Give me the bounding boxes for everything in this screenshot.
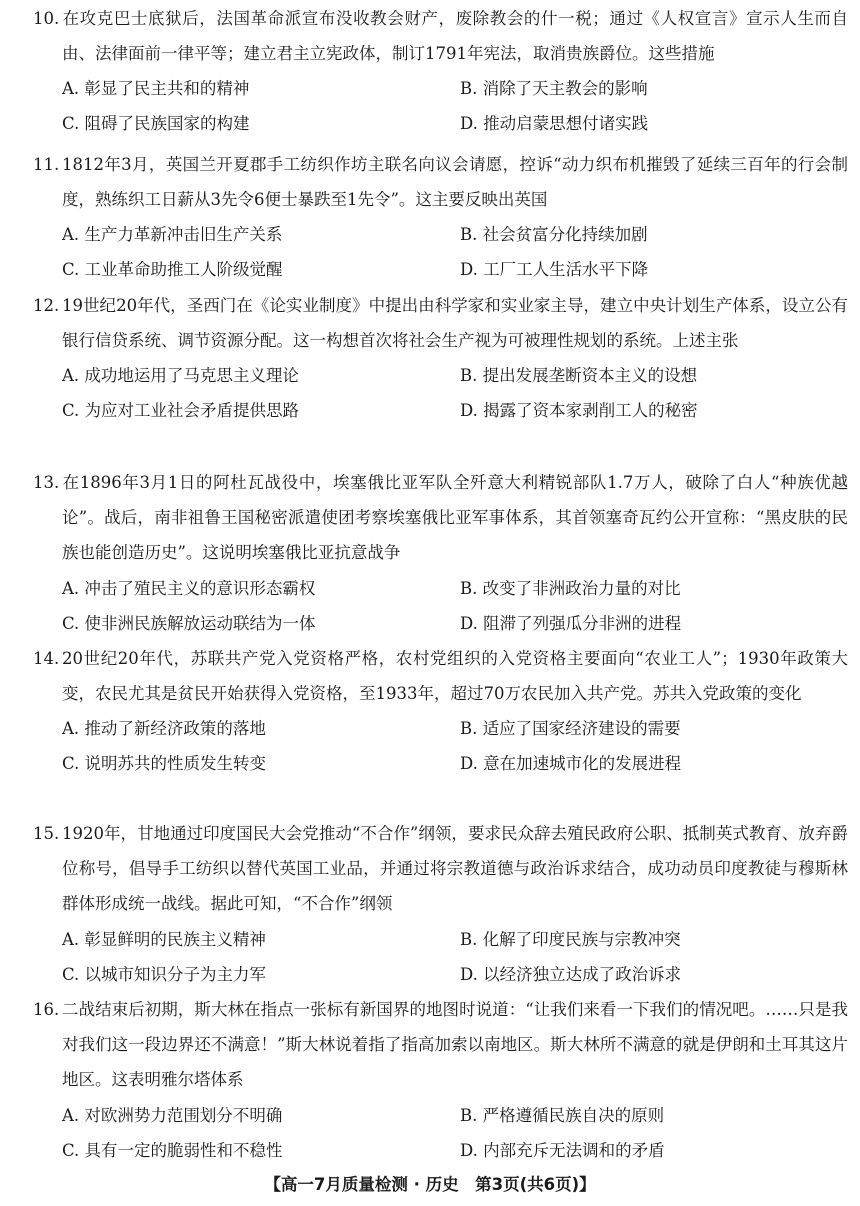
question-stem: 19世纪20年代，圣西门在《论实业制度》中提出由科学家和实业家主导，建立中央计划生产体系，设立公有银行信贷系统、调节资源分配。这一构想首次将社会生产视为可被理性规划的系统。上述主张 (62, 296, 848, 351)
option-a: A. 推动了新经济政策的落地 (62, 719, 266, 739)
question-number: 11. (33, 155, 60, 174)
option-d: D. 内部充斥无法调和的矛盾 (460, 1140, 665, 1160)
option-d: D. 意在加速城市化的发展进程 (460, 754, 682, 774)
options (0, 922, 860, 992)
option-a: A. 对欧洲势力范围划分不明确 (62, 1105, 283, 1125)
question-stem: 二战结束后初期，斯大林在指点一张标有新国界的地图时说道：“让我们来看一下我们的情况吧。……只是我对我们这一段边界还不满意！”斯大林说着指了指高加索以南地区。斯大林所不满意的就是伊朗和土耳其这片地区。这表明雅尔塔体系 (62, 1000, 848, 1090)
option-b: B. 严格遵循民族自决的原则 (460, 1105, 665, 1125)
option-b: B. 改变了非洲政治力量的对比 (460, 578, 681, 598)
option-c: C. 为应对工业社会矛盾提供思路 (62, 401, 300, 421)
option-b: B. 消除了天主教会的影响 (460, 79, 648, 99)
option-b: B. 化解了印度民族与宗教冲突 (460, 929, 681, 949)
question-number: 16. (33, 1000, 60, 1019)
option-c: C. 具有一定的脆弱性和不稳性 (62, 1140, 283, 1160)
option-a: A. 生产力革新冲击旧生产关系 (62, 225, 283, 245)
options (0, 217, 860, 287)
option-a: A. 成功地运用了马克思主义理论 (62, 366, 299, 386)
question-12 (0, 288, 860, 428)
question-11 (0, 147, 860, 287)
option-d: D. 以经济独立达成了政治诉求 (460, 964, 682, 984)
options (0, 1098, 860, 1168)
question-number: 12. (33, 296, 60, 315)
question-stem: 在攻克巴士底狱后，法国革命派宣布没收教会财产，废除教会的什一税；通过《人权宣言》宣示人生而自由、法律面前一律平等；建立君主立宪政体，制订1791年宪法，取消贵族爵位。这些措施 (62, 9, 848, 64)
option-b: B. 社会贫富分化持续加剧 (460, 225, 648, 245)
question-number: 10. (33, 9, 60, 28)
option-d: D. 阻滞了列强瓜分非洲的进程 (460, 613, 682, 633)
question-stem: 在1896年3月1日的阿杜瓦战役中，埃塞俄比亚军队全歼意大利精锐部队1.7万人，破除了白人“种族优越论”。战后，南非祖鲁王国秘密派遣使团考察埃塞俄比亚军事体系，其首领塞奇瓦约公开宣称：“黑皮肤的民族也能创造历史”。这说明埃塞俄比亚抗意战争 (62, 473, 848, 563)
question-stem: 1920年，甘地通过印度国民大会党推动“不合作”纲领，要求民众辞去殖民政府公职、抵制英式教育、放弃爵位称号，倡导手工纺织以替代英国工业品，并通过将宗教道德与政治诉求结合，成功动员印度教徒与穆斯林群体形成统一战线。据此可知，“不合作”纲领 (62, 824, 848, 914)
option-d: D. 推动启蒙思想付诸实践 (460, 114, 649, 134)
question-stem: 20世纪20年代，苏联共产党入党资格严格，农村党组织的入党资格主要面向“农业工人”；1930年政策大变，农民尤其是贫民开始获得入党资格，至1933年，超过70万农民加入共产党。苏共入党政策的变化 (62, 649, 848, 704)
options (0, 711, 860, 781)
option-c: C. 使非洲民族解放运动联结为一体 (62, 613, 316, 633)
question-13 (0, 465, 860, 641)
option-c: C. 工业革命助推工人阶级觉醒 (62, 260, 283, 280)
question-14 (0, 641, 860, 781)
option-d: D. 揭露了资本家剥削工人的秘密 (460, 401, 698, 421)
question-10 (0, 1, 860, 141)
question-stem: 1812年3月，英国兰开夏郡手工纺织作坊主联名向议会请愿，控诉“动力织布机摧毁了延续三百年的行会制度，熟练织工日薪从3先令6便士暴跌至1先令”。这主要反映出英国 (62, 155, 848, 210)
options (0, 571, 860, 641)
option-b: B. 适应了国家经济建设的需要 (460, 719, 681, 739)
question-16 (0, 992, 860, 1168)
options (0, 71, 860, 141)
question-15 (0, 816, 860, 992)
option-d: D. 工厂工人生活水平下降 (460, 260, 649, 280)
option-a: A. 彰显鲜明的民族主义精神 (62, 929, 266, 949)
question-number: 15. (33, 824, 60, 843)
options (0, 358, 860, 428)
option-c: C. 说明苏共的性质发生转变 (62, 754, 267, 774)
option-a: A. 冲击了殖民主义的意识形态霸权 (62, 578, 316, 598)
option-c: C. 阻碍了民族国家的构建 (62, 114, 250, 134)
page-footer: 【高一7月质量检测 · 历史 第3页(共6页)】 (264, 1175, 596, 1194)
option-c: C. 以城市知识分子为主力军 (62, 964, 267, 984)
option-a: A. 彰显了民主共和的精神 (62, 79, 250, 99)
question-number: 13. (33, 473, 60, 492)
question-number: 14. (33, 649, 60, 668)
option-b: B. 提出发展垄断资本主义的设想 (460, 366, 698, 386)
